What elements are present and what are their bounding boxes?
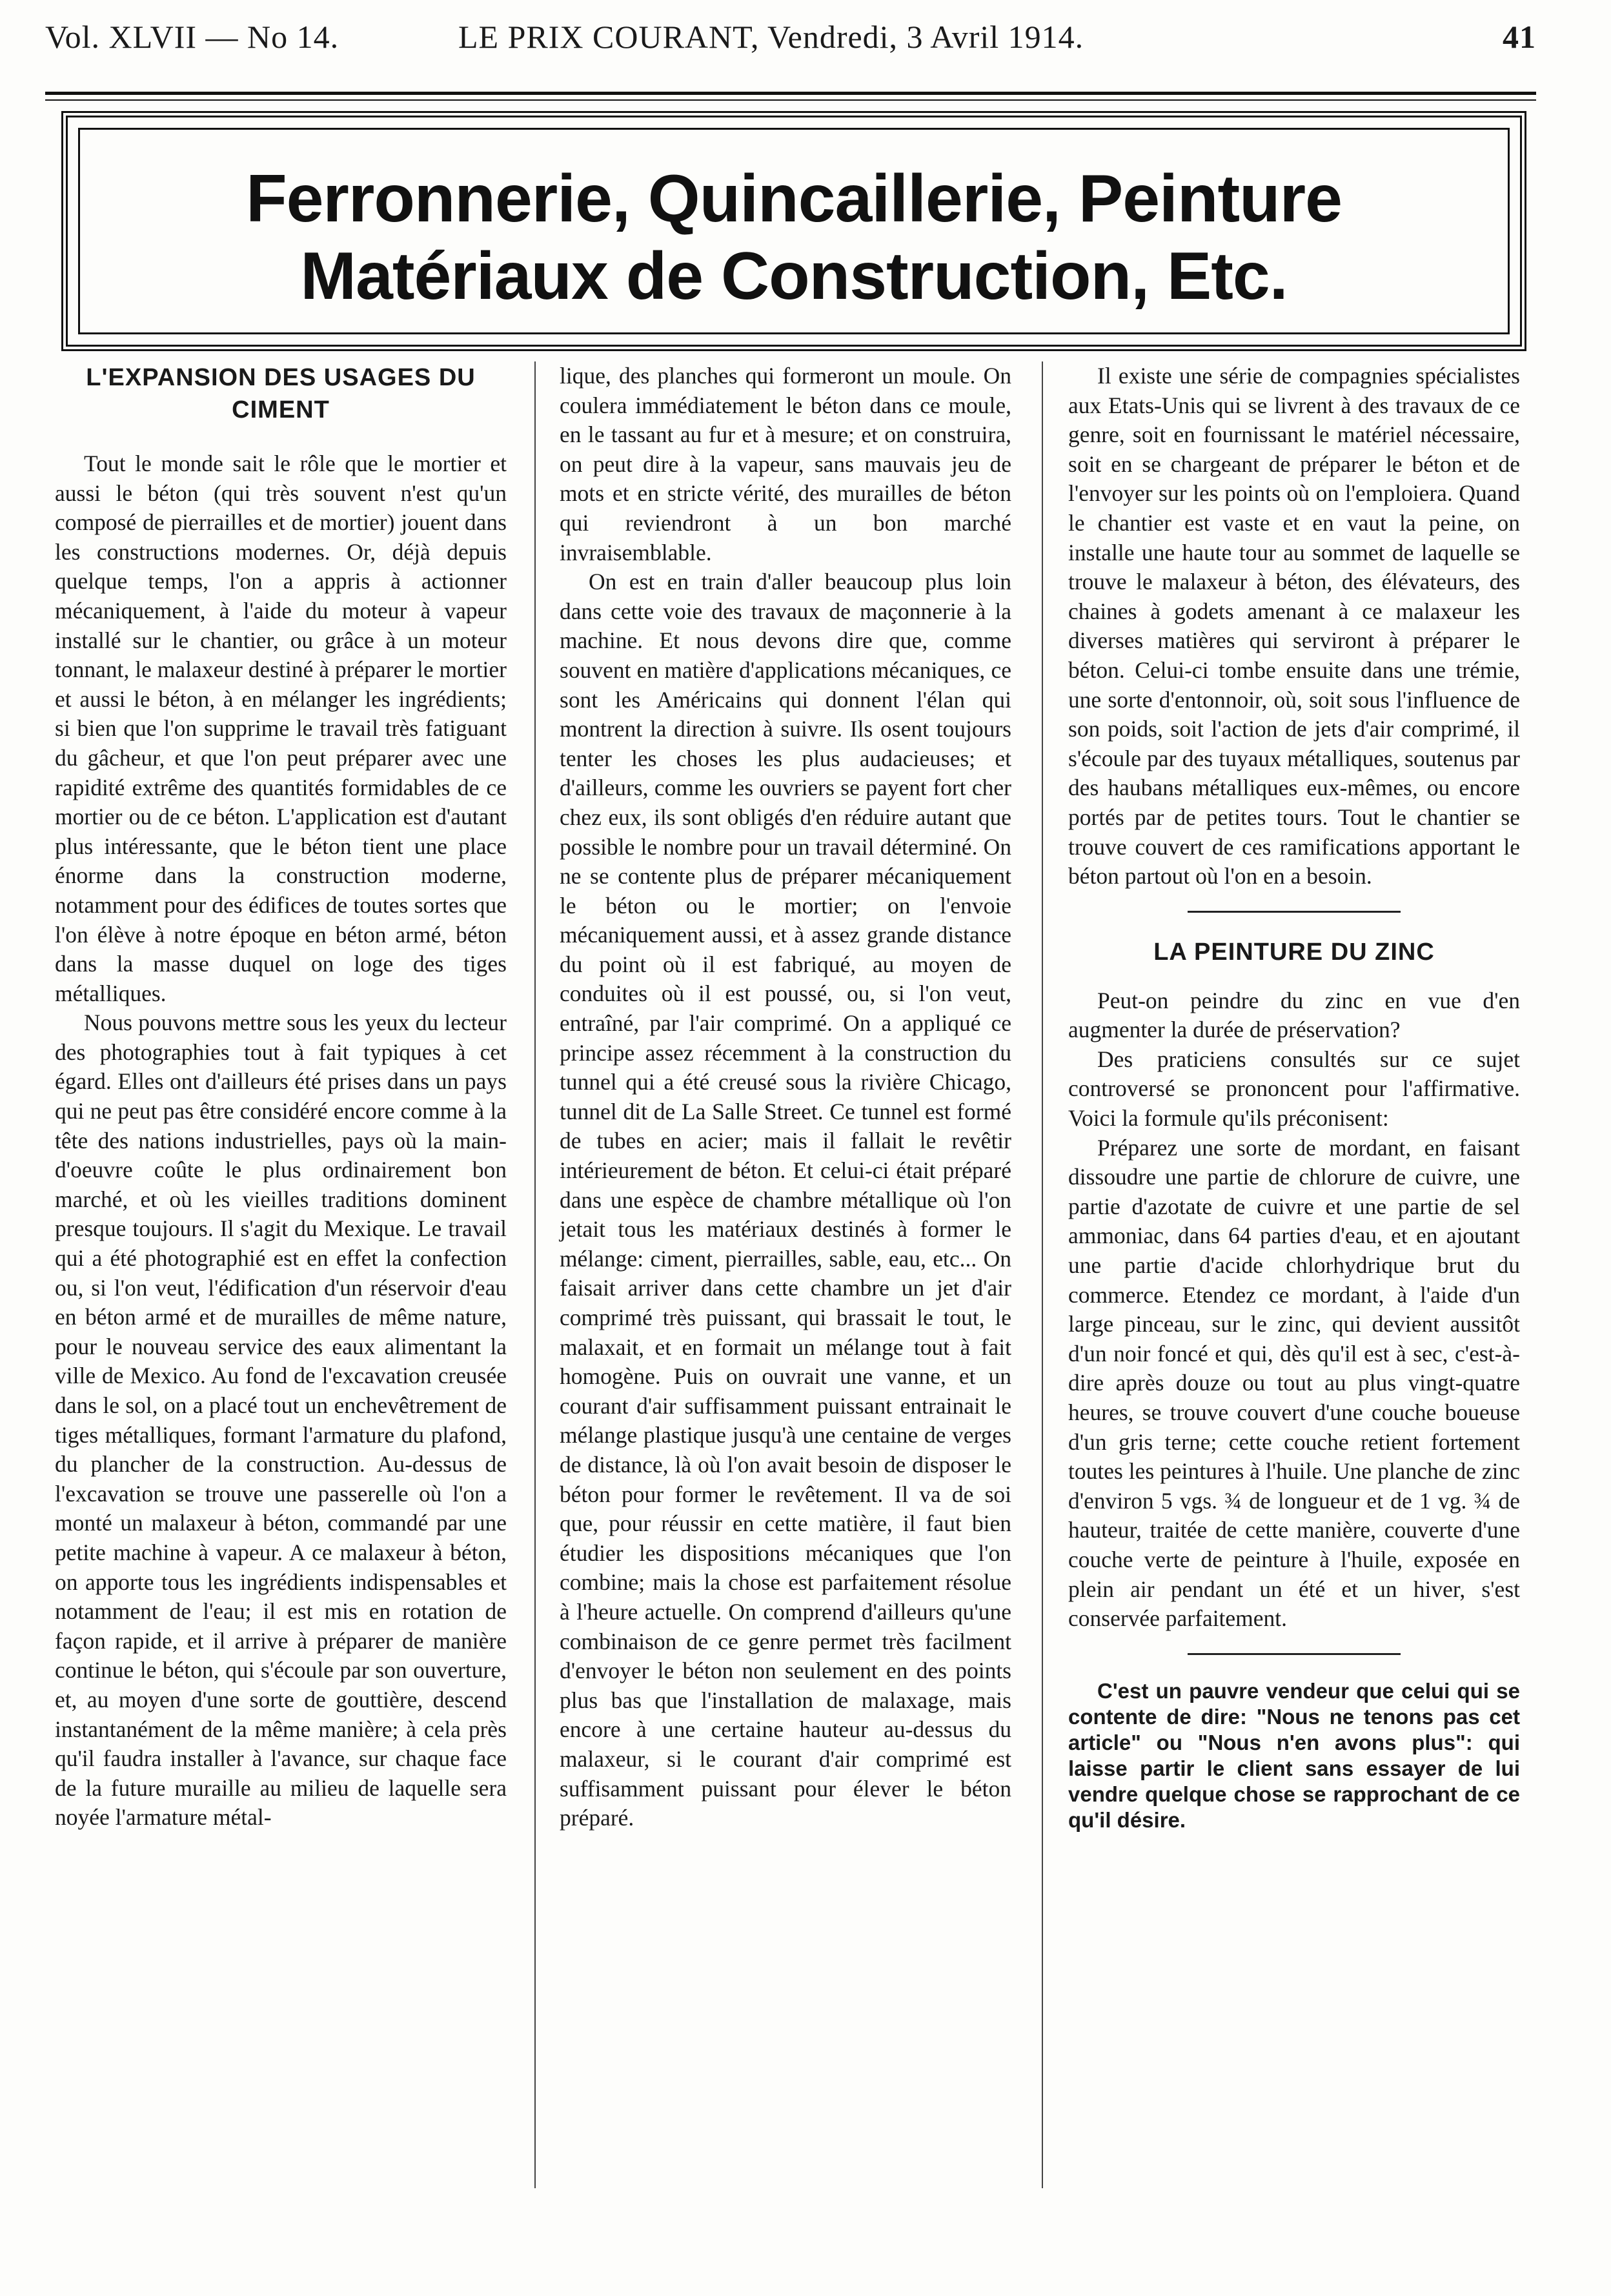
column-1 [55, 361, 507, 1833]
section-title-box [61, 111, 1526, 351]
article-paragraph: lique, des planches qui formeront un moule. On coulera immédiatement le béton dans ce moule, en le tassant au fur et à mesure; et on construira, on peut dire à la vapeur, sans mauvais jeu de mots et en stricte vérité, des murailles de béton qui reviendront à un bon marché invraisemblable. [560, 363, 1011, 565]
article-paragraph: On est en train d'aller beaucoup plus loin dans cette voie des travaux de maçonnerie à la machine. Et nous devons dire que, comme souvent en matière d'applications mécaniques, ce sont les Américains qui donnent l'élan qui montrent la direction à suivre. Ils osent toujours tenter les choses les plus audacieuses; et d'ailleurs, comme les ouvriers se payent fort cher chez eux, ils sont obligés d'en réduire autant que possible le nombre pour un travail déterminé. On ne se contente plus de préparer mécaniquement le béton ou le mortier; on l'envoie mécaniquement aussi, et à assez grande distance du point où il est fabriqué, au moyen de conduites où il est poussé, ou, si l'on veut, entraîné, par l'air comprimé. On a appliqué ce principe assez récemment à la construction du tunnel qui a été creusé sous la rivière Chicago, tunnel dit de La Salle Street. Ce tunnel est formé de tubes en acier; mais il fallait le revêtir intérieurement de béton. Et celui-ci était préparé dans une espèce de chambre métallique où l'on jetait tous les matériaux destinés à former le mélange: ciment, pierrailles, sable, eau, etc... On faisait arriver dans cette chambre un jet d'air comprimé très puissant, qui brassait le tout, le malaxait, et en formait un mélange tout à fait homogène. Puis on ouvrait une vanne, et un courant d'air suffisamment puissant entrainait le mélange plastique jusqu'à une centaine de verges de distance, là où l'on avait besoin de disposer le béton pour former le revêtement. Il va de soi que, pour réussir en cette matière, il faut bien étudier les dispositions mécaniques que l'on combine; mais la chose est parfaitement résolue à l'heure actuelle. On comprend d'ailleurs qu'une combinaison de ce genre permet très facilment d'envoyer le béton non seulement en des points plus bas que l'installation de malaxage, mais encore à une certaine hauteur au-dessus du malaxeur, si le courant d'air comprimé est suffisamment puissant pour élever le béton préparé. [560, 569, 1011, 1831]
article-paragraph: Il existe une série de compagnies spécialistes aux Etats-Unis qui se livrent à des travaux de ce genre, soit en fournissant le matériel nécessaire, soit en se chargeant de préparer le béton et de l'envoyer sur les points où on l'emploiera. Quand le chantier est vaste et en vaut la peine, on installe une haute tour au sommet de laquelle se trouve le malaxeur à béton, des élévateurs, des chaines à godets amenant à ce malaxeur les diverses matières qui serviront à préparer le béton. Celui-ci tombe ensuite dans une trémie, une sorte d'entonnoir, où, soit sous l'influence de son poids, soit l'action de jets d'air comprimé, il s'écoule par des tuyaux métalliques, soutenus par des haubans métalliques eux-mêmes, ou encore portés par de petites tours. Tout le chantier se trouve couvert de ces ramifications apportant le béton partout où l'on en a besoin. [1068, 363, 1520, 889]
column-separator-1 [534, 361, 536, 2188]
article-title-cement: L'EXPANSION DES USAGES DU CIMENT [86, 364, 476, 423]
article-paragraph: Tout le monde sait le rôle que le mortier et aussi le béton (qui très souvent n'est qu'un composé de pierrailles et de mortier) jouent dans les constructions modernes. Or, déjà depuis quelque temps, l'on a appris à actionner mécaniquement, à l'aide du moteur à vapeur installé sur le chantier, ou grâce à un moteur tonnant, le malaxeur destiné à préparer le mortier et aussi le béton, à en mélanger les ingrédients; si bien que l'on supprime le travail très fatiguant du gâcheur, et que l'on peut préparer avec une rapidité extrême des quantités formidables de ce mortier ou de ce béton. L'application est d'autant plus intéressante, que le béton tient une place énorme dans la construction moderne, notamment pour des édifices de toutes sortes que l'on élève à notre époque en béton armé, béton dans la masse duquel on loge des tiges métalliques. [55, 451, 507, 1006]
column-separator-2 [1042, 361, 1043, 2188]
article-paragraph: Des praticiens consultés sur ce sujet controversé se prononcent pour l'affirmative. Voici la formule qu'ils préconisent: [1068, 1046, 1520, 1132]
section-title-line-1: Ferronnerie, Quincaillerie, Peinture [246, 161, 1342, 236]
volume-number: Vol. XLVII — No 14. [45, 19, 339, 55]
column-2 [560, 361, 1011, 1833]
header-rule [45, 92, 1536, 95]
article-paragraph: Préparez une sorte de mordant, en faisant dissoudre une partie de chlorure de cuivre, une partie d'azotate de cuivre et une partie de sel ammoniac, dans 64 parties d'eau, et en ajoutant une partie d'acide chlorhydrique brut du commerce. Etendez ce mordant, à l'aide d'un large pinceau, sur le zinc, qui devient aussitôt d'un noir foncé et qui, dès qu'il est à sec, c'est-à-dire après douze ou tout au plus vingt-quatre heures, se trouve couvert d'une couche boueuse d'un gris terne; cette couche retient fortement toutes les peintures à l'huile. Une planche de zinc d'environ 5 vgs. ¾ de longueur et de 1 vg. ¾ de hauteur, traitée de cette manière, couverte d'une couche verte de peinture à l'huile, exposée en plein air pendant un été et un hiver, s'est conservée parfaitement. [1068, 1134, 1520, 1632]
page-number: 41 [1503, 19, 1536, 55]
section-title-line-2: Matériaux de Construction, Etc. [300, 239, 1288, 314]
running-head [45, 18, 1536, 63]
article-paragraph: Peut-on peindre du zinc en vue d'en augmenter la durée de préservation? [1068, 987, 1520, 1043]
article-divider [1188, 911, 1401, 913]
column-3 [1068, 361, 1520, 1833]
article-paragraph: Nous pouvons mettre sous les yeux du lecteur des photographies tout à fait typiques à cet égard. Elles ont d'ailleurs été prises dans un pays qui ne peut pas être considéré encore comme à la tête des nations industrielles, pays où la main-d'oeuvre coûte le plus ordinairement bon marché, et où les vieilles traditions dominent presque toujours. Il s'agit du Mexique. Le travail qui a été photographié est en effet la confection ou, si l'on veut, l'édification d'un réservoir d'eau en béton armé et de murailles de même nature, pour le nouveau service des eaux alimentant la ville de Mexico. Au fond de l'excavation creusée dans le sol, on a placé tout un enchevêtrement de tiges métalliques, formant l'armature du plafond, du plancher de la construction. Au-dessus de l'excavation se trouve une passerelle où l'on a monté un malaxeur à béton, commandé par une petite machine à vapeur. A ce malaxeur à béton, on apporte tous les ingrédients indispensables et notamment de l'eau; il est mis en rotation de façon rapide, et il arrive à préparer de manière continue le béton, qui s'écoule par son ouverture, et, au moyen d'une sorte de gouttière, descend instantanément de la même manière; à cela près qu'il faudra installer à l'avance, sur chaque face de la future muraille au milieu de laquelle sera noyée l'armature métal- [55, 1010, 507, 1831]
section-title-inner-frame [78, 128, 1510, 334]
article-title-zinc: LA PEINTURE DU ZINC [1153, 938, 1435, 966]
publication-date: LE PRIX COURANT, Vendredi, 3 Avril 1914. [458, 19, 1084, 55]
note-divider [1188, 1653, 1401, 1655]
vendor-note: C'est un pauvre vendeur que celui qui se contente de dire: "Nous ne tenons pas cet article" ou "Nous n'en avons plus": qui laisse partir le client sans essayer de lui vendre quelque chose se rapprochant de ce qu'il désire. [1068, 1678, 1520, 1832]
header-rule-thin [45, 99, 1536, 101]
